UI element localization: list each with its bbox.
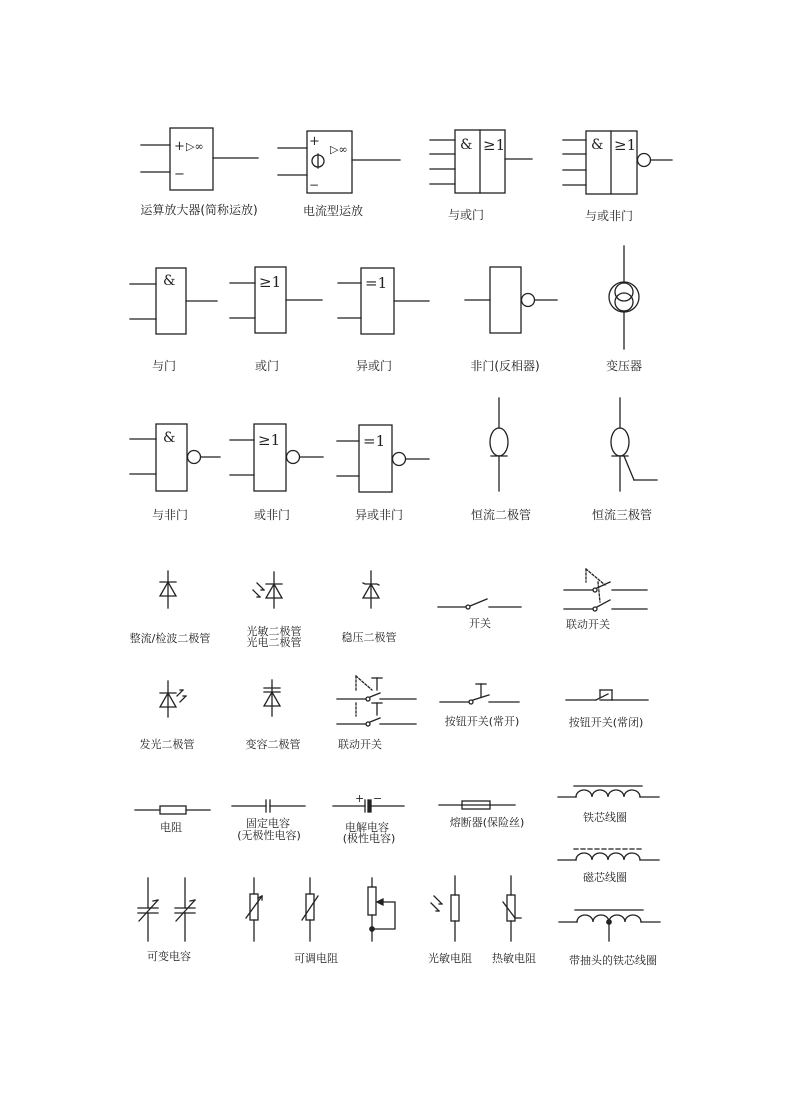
linked-switch-2-symbol xyxy=(337,676,416,726)
label-cc-transistor: 恒流三极管 xyxy=(591,508,653,522)
fixed-capacitor-symbol xyxy=(232,800,305,812)
transformer-symbol xyxy=(609,246,639,349)
svg-text:=1: =1 xyxy=(365,274,388,292)
resistor-symbol xyxy=(135,806,210,814)
not-gate-symbol xyxy=(465,267,557,333)
label-xor-gate: 异或门 xyxy=(355,359,393,373)
variable-capacitor-symbol xyxy=(138,878,195,941)
nand-gate-symbol xyxy=(130,424,220,491)
linked-switch-symbol xyxy=(564,569,647,611)
label-resistor: 电阻 xyxy=(160,821,182,834)
xnor-gate-symbol xyxy=(337,425,429,492)
pushbutton-nc-symbol xyxy=(566,690,648,700)
label-nand-gate: 与非门 xyxy=(151,508,189,522)
label-or-gate: 或门 xyxy=(254,359,280,373)
svg-text:≥1: ≥1 xyxy=(259,273,282,291)
label-and-or-not-gate: 与或非门 xyxy=(584,209,634,223)
svg-text:▷∞: ▷∞ xyxy=(186,140,204,153)
svg-text:+: + xyxy=(174,139,185,154)
or-gate-symbol xyxy=(230,267,322,333)
label-fixed-capacitor-2: (无极性电容) xyxy=(237,829,301,842)
label-pushbutton-nc: 按钮开关(常闭) xyxy=(568,716,644,729)
adjustable-resistor-symbol-2 xyxy=(302,878,318,941)
led-symbol xyxy=(160,681,186,717)
label-linked-switch-2: 联动开关 xyxy=(338,738,382,751)
svg-text:▷∞: ▷∞ xyxy=(330,143,348,156)
svg-text:&: & xyxy=(460,137,473,153)
xor-gate-symbol xyxy=(338,268,429,334)
label-nor-gate: 或非门 xyxy=(253,508,291,522)
svg-text:≥1: ≥1 xyxy=(258,431,281,449)
label-opamp: 运算放大器(简称运放) xyxy=(140,203,258,217)
potentiometer-symbol xyxy=(368,878,395,941)
label-and-or-gate: 与或门 xyxy=(447,208,485,222)
label-xnor-gate: 异或非门 xyxy=(354,508,404,522)
label-cc-diode: 恒流二极管 xyxy=(470,508,532,522)
label-pushbutton-no: 按钮开关(常开) xyxy=(444,715,520,728)
label-fuse: 熔断器(保险丝) xyxy=(449,816,525,829)
svg-text:+: + xyxy=(355,792,365,805)
nor-gate-symbol xyxy=(230,424,323,491)
zener-diode-symbol xyxy=(363,571,379,608)
tapped-iron-core-coil-symbol xyxy=(559,910,660,941)
magnetic-core-coil-symbol xyxy=(558,849,659,860)
label-electrolytic-capacitor-1: 电解电容 xyxy=(345,821,389,834)
svg-text:−: − xyxy=(373,792,383,805)
svg-text:&: & xyxy=(163,273,176,289)
label-magnetic-core-coil: 磁芯线圈 xyxy=(583,871,627,884)
and-or-gate-symbol xyxy=(430,130,532,193)
label-photo-resistor: 光敏电阻 xyxy=(428,952,472,965)
label-led: 发光二极管 xyxy=(139,738,195,751)
svg-text:=1: =1 xyxy=(363,432,386,450)
fuse-symbol xyxy=(439,801,515,809)
photo-diode-symbol xyxy=(253,572,282,608)
label-photo-diode-1: 光敏二极管 xyxy=(246,625,302,638)
and-or-not-gate-symbol xyxy=(563,131,672,194)
label-photo-diode-2: 光电二极管 xyxy=(246,636,302,649)
label-current-opamp: 电流型运放 xyxy=(302,204,364,218)
label-tapped-iron-core-coil: 带抽头的铁芯线圈 xyxy=(569,954,657,967)
photo-resistor-symbol xyxy=(431,876,459,941)
svg-text:≥1: ≥1 xyxy=(483,136,506,154)
label-rectifier-diode: 整流/检波二极管 xyxy=(129,632,211,645)
label-transformer: 变压器 xyxy=(605,359,643,373)
label-zener-diode: 稳压二极管 xyxy=(341,631,397,644)
label-not-gate: 非门(反相器) xyxy=(470,359,540,373)
and-gate-symbol xyxy=(130,268,217,334)
label-fixed-capacitor-1: 固定电容 xyxy=(246,817,290,830)
pushbutton-no-symbol xyxy=(440,684,519,704)
label-electrolytic-capacitor-2: (极性电容) xyxy=(342,832,396,845)
current-opamp-symbol xyxy=(278,131,400,193)
varactor-diode-symbol xyxy=(264,680,280,716)
adjustable-resistor-symbol-1 xyxy=(246,878,262,941)
label-varactor: 变容二极管 xyxy=(245,738,301,751)
opamp-symbol xyxy=(141,128,258,190)
iron-core-coil-symbol xyxy=(558,786,659,797)
svg-text:&: & xyxy=(163,430,176,446)
electrolytic-capacitor-symbol xyxy=(333,792,404,812)
constant-current-diode-symbol xyxy=(490,398,508,491)
label-thermistor: 热敏电阻 xyxy=(492,952,536,965)
label-switch: 开关 xyxy=(469,617,491,630)
svg-text:−: − xyxy=(174,167,185,182)
thermistor-symbol xyxy=(503,876,521,941)
label-iron-core-coil: 铁芯线圈 xyxy=(583,811,627,824)
label-and-gate: 与门 xyxy=(151,359,177,373)
svg-text:+: + xyxy=(309,134,320,149)
svg-text:≥1: ≥1 xyxy=(614,136,637,154)
label-adjustable-resistor: 可调电阻 xyxy=(294,952,338,965)
rectifier-diode-symbol xyxy=(160,571,176,608)
switch-symbol xyxy=(438,599,521,609)
constant-current-transistor-symbol xyxy=(611,398,657,491)
svg-text:−: − xyxy=(309,178,320,192)
label-variable-capacitor: 可变电容 xyxy=(147,950,191,963)
label-linked-switch: 联动开关 xyxy=(566,618,610,631)
svg-text:&: & xyxy=(591,137,604,153)
